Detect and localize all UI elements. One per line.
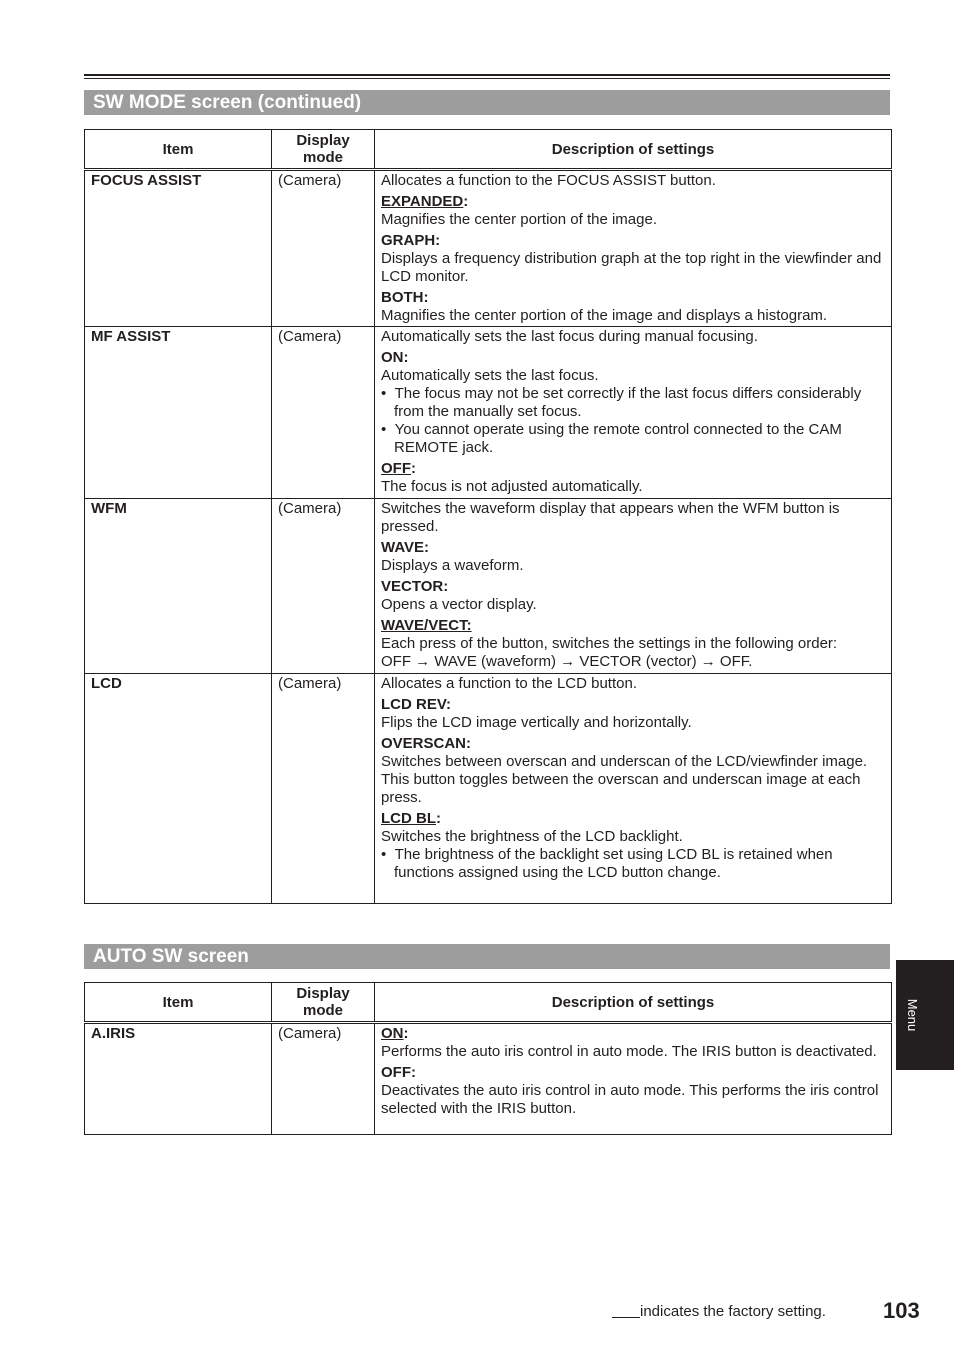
option-label: WAVE: <box>381 539 430 556</box>
header-display-mode: Display mode <box>272 130 375 170</box>
option-label: LCD BL: <box>381 810 441 827</box>
description-intro: Automatically sets the last focus during manual focusing. <box>381 328 758 345</box>
header-item: Item <box>85 983 272 1023</box>
description-intro: Allocates a function to the FOCUS ASSIST button. <box>381 172 716 189</box>
item-name: A.IRIS <box>85 1023 272 1135</box>
bullet-note: • The focus may not be set correctly if the last focus differs considerably from the manually set focus. <box>381 385 862 420</box>
page-number: 103 <box>883 1298 920 1323</box>
option-label: OFF: <box>381 460 416 477</box>
description <box>375 499 892 674</box>
factory-default-label: LCD BL <box>381 810 436 827</box>
option-text: The focus is not adjusted automatically. <box>381 478 643 495</box>
option-label: LCD REV: <box>381 696 452 713</box>
auto-sw-table <box>84 982 892 1135</box>
option-label <box>381 617 885 635</box>
description-intro: Allocates a function to the LCD button. <box>381 675 637 692</box>
header-display-mode: Display mode <box>272 983 375 1023</box>
section-title-sw-mode: SW MODE screen (continued) <box>84 90 890 115</box>
option-text: This button toggles between the overscan and underscan image at each press. <box>381 771 861 806</box>
table-header-row <box>85 983 892 1023</box>
side-tab-label: Menu <box>905 998 920 1032</box>
item-name: LCD <box>85 674 272 904</box>
option-label: EXPANDED: <box>381 193 469 210</box>
table-row-focus-assist <box>85 170 892 327</box>
table-row-wfm <box>85 499 892 674</box>
option-text: Magnifies the center portion of the image and displays a histogram. <box>381 307 828 324</box>
table-row-a-iris <box>85 1023 892 1135</box>
option-text: Displays a waveform. <box>381 557 524 574</box>
header-item: Item <box>85 130 272 170</box>
bullet-note: • The brightness of the backlight set using LCD BL is retained when functions assigned using the LCD button change. <box>381 846 833 881</box>
factory-default-label: EXPANDED <box>381 193 464 210</box>
description <box>375 327 892 499</box>
item-name: WFM <box>85 499 272 674</box>
option-label: OFF: <box>381 1064 416 1081</box>
option-label: VECTOR: <box>381 578 449 595</box>
table-header-row <box>85 130 892 170</box>
underline-sample <box>612 1317 640 1318</box>
sw-mode-table <box>84 129 892 904</box>
display-mode: (Camera) <box>272 674 375 904</box>
option-text: Deactivates the auto iris control in auto mode. This performs the iris control selected with the IRIS button. <box>381 1082 879 1117</box>
display-mode: (Camera) <box>272 499 375 674</box>
table-row-lcd <box>85 674 892 904</box>
option-label: ON: <box>381 349 409 366</box>
section-title-auto-sw: AUTO SW screen <box>84 944 890 969</box>
header-description: Description of settings <box>375 130 892 170</box>
header-rule-thick <box>84 74 890 76</box>
option-label: BOTH: <box>381 289 429 306</box>
factory-default-label: ON <box>381 1025 404 1042</box>
option-text: Opens a vector display. <box>381 596 537 613</box>
bullet-text: The focus may not be set correctly if the last focus differs considerably from the manually set focus. <box>394 385 862 420</box>
factory-setting-footnote <box>612 1303 826 1321</box>
footnote-text: indicates the factory setting. <box>640 1303 826 1320</box>
option-text: Automatically sets the last focus. <box>381 367 599 384</box>
option-label: OVERSCAN: <box>381 735 472 752</box>
option-text: Each press of the button, switches the settings in the following order: <box>381 635 838 652</box>
display-mode: (Camera) <box>272 1023 375 1135</box>
option-text: Performs the auto iris control in auto mode. The IRIS button is deactivated. <box>381 1043 877 1060</box>
display-mode: (Camera) <box>272 170 375 327</box>
description <box>375 170 892 327</box>
factory-default-label: OFF <box>381 460 411 477</box>
option-text: Magnifies the center portion of the image. <box>381 211 657 228</box>
option-text: Switches between overscan and underscan of the LCD/viewfinder image. <box>381 753 868 770</box>
description-intro: Switches the waveform display that appears when the WFM button is pressed. <box>381 500 840 535</box>
option-label: ON: <box>381 1025 409 1042</box>
description <box>375 674 892 904</box>
table-row-mf-assist <box>85 327 892 499</box>
option-text: Switches the brightness of the LCD backlight. <box>381 828 683 845</box>
header-rule-thin <box>84 78 890 79</box>
item-name: MF ASSIST <box>85 327 272 499</box>
display-mode: (Camera) <box>272 327 375 499</box>
option-text: Displays a frequency distribution graph at the top right in the viewfinder and LCD monitor. <box>381 250 882 285</box>
header-description: Description of settings <box>375 983 892 1023</box>
option-label: GRAPH: <box>381 232 441 249</box>
factory-default-label: WAVE/VECT: <box>381 617 472 634</box>
option-order: OFF → WAVE (waveform) → VECTOR (vector) → OFF. <box>381 653 753 670</box>
bullet-text: You cannot operate using the remote control connected to the CAM REMOTE jack. <box>394 421 842 456</box>
item-name: FOCUS ASSIST <box>85 170 272 327</box>
bullet-note: • You cannot operate using the remote control connected to the CAM REMOTE jack. <box>381 421 842 456</box>
description <box>375 1023 892 1135</box>
bullet-text: The brightness of the backlight set using LCD BL is retained when functions assigned using the LCD button change. <box>394 846 833 881</box>
option-text: Flips the LCD image vertically and horizontally. <box>381 714 692 731</box>
